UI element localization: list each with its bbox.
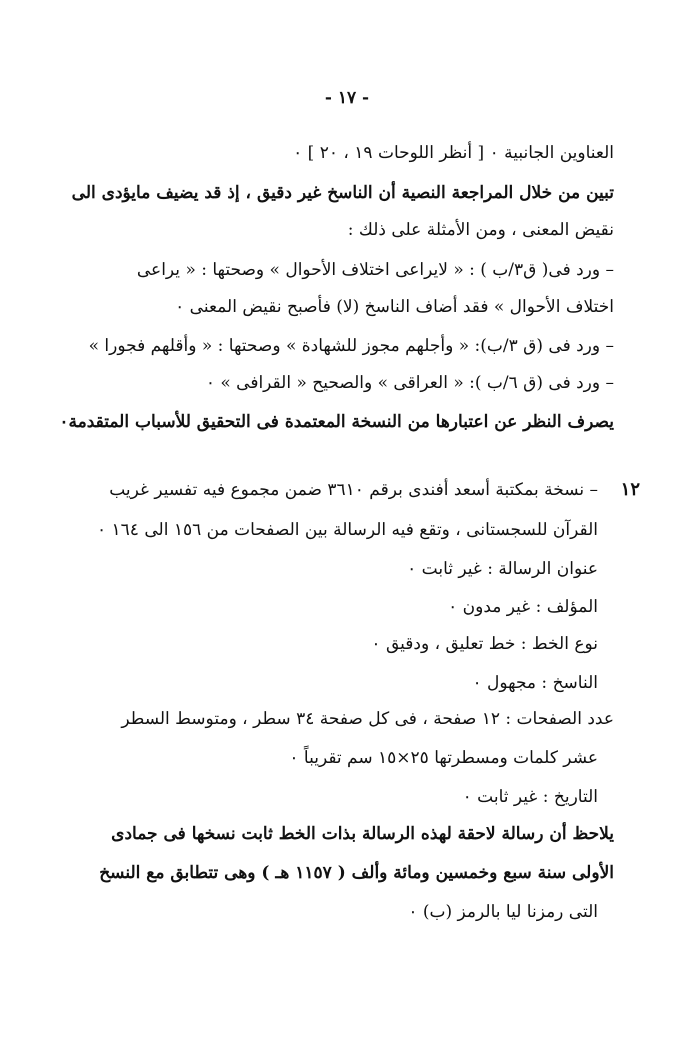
page-number: - ١٧ - [324,88,370,108]
text-line: المؤلف : غير مدون ٠ [448,597,598,617]
text-line: التاريخ : غير ثابت ٠ [462,787,598,807]
text-line: يلاحظ أن رسالة لاحقة لهذه الرسالة بذات الخط ثابت نسخها فى جمادى [111,824,614,844]
text-line: – ورد فى (ق ٣/ب): « وأجلهم مجوز للشهادة » وصحتها : « وأقلهم فجورا » [88,336,614,356]
text-line: التى رمزنا ليا بالرمز (ب) ٠ [408,902,598,922]
text-line: – ورد فى( ق٣/ب ) : « لايراعى اختلاف الأحوال » وصحتها : « يراعى [136,260,614,280]
text-line: الأولى سنة سبع وخمسين ومائة وألف ( ١١٥٧ هـ ) وهى تتطابق مع النسخ [99,863,614,883]
text-line: عشر كلمات ومسطرتها ٢٥×١٥ سم تقريباً ٠ [289,748,598,768]
text-line: – ورد فى (ق ٦/ب ): « العراقى » والصحيح « القرافى » ٠ [205,373,614,393]
text-line: عدد الصفحات : ١٢ صفحة ، فى كل صفحة ٣٤ سطر ، ومتوسط السطر [121,709,614,729]
text-line: اختلاف الأحوال » فقد أضاف الناسخ (لا) فأصبح نقيض المعنى ٠ [175,297,614,317]
text-line: العناوين الجانبية ٠ [ أنظر اللوحات ١٩ ، ٢٠ ] ٠ [293,143,614,163]
text-line: – نسخة بمكتبة أسعد أفندى برقم ٣٦١٠ ضمن مجموع فيه تفسير غريب [109,480,598,500]
text-line: القرآن للسجستانى ، وتقع فيه الرسالة بين الصفحات من ١٥٦ الى ١٦٤ ٠ [97,520,598,540]
text-line: الناسخ : مجهول ٠ [472,673,598,693]
text-line: نقيض المعنى ، ومن الأمثلة على ذلك : [347,220,614,240]
text-line: يصرف النظر عن اعتبارها من النسخة المعتمدة فى التحقيق للأسباب المتقدمة٠ [59,412,614,432]
text-line: عنوان الرسالة : غير ثابت ٠ [407,559,598,579]
text-line: نوع الخط : خط تعليق ، ودقيق ٠ [371,634,598,654]
text-line: تبين من خلال المراجعة النصية أن الناسخ غير دقيق ، إذ قد يضيف مايؤدى الى [71,183,614,203]
item-number: ١٢ [620,479,640,500]
